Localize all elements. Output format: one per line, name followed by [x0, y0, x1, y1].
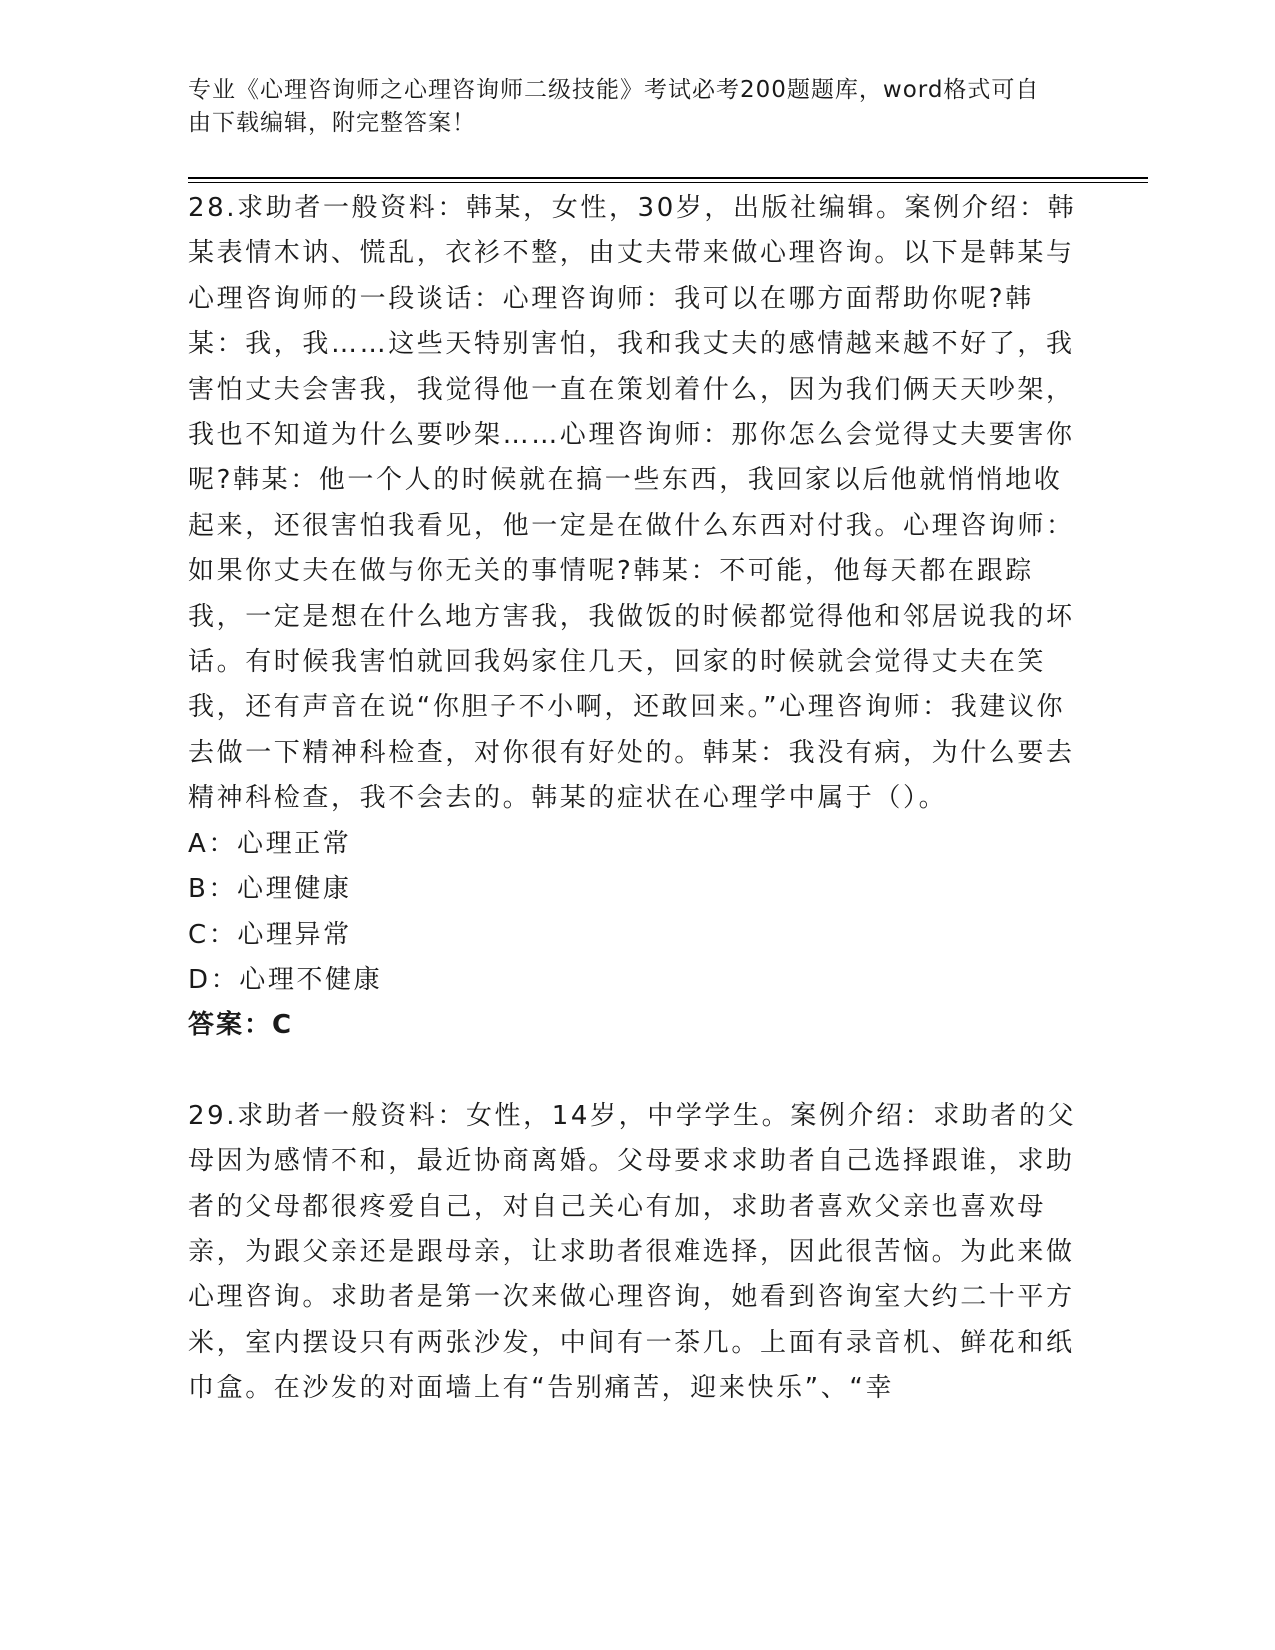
question-text: 28.求助者一般资料：韩某，女性，30岁，出版社编辑。案例介绍：韩某表情木讷、慌乱，衣衫不整，由丈夫带来做心理咨询。以下是韩某与心理咨询师的一段谈话：心理咨询师：我可以在哪方面帮助你呢?韩某：我，我……这些天特别害怕，我和我丈夫的感情越来越不好了，我害怕丈夫会害我，我觉得他一直在策划着什么，因为我们俩天天吵架，我也不知道为什么要吵架……心理咨询师：那你怎么会觉得丈夫要害你呢?韩某：他一个人的时候就在搞一些东西，我回家以后他就悄悄地收起来，还很害怕我看见，他一定是在做什么东西对付我。心理咨询师：如果你丈夫在做与你无关的事情呢?韩某：不可能，他每天都在跟踪我，一定是想在什么地方害我，我做饭的时候都觉得他和邻居说我的坏话。有时候我害怕就回我妈家住几天，回家的时候就会觉得丈夫在笑我，还有声音在说“你胆子不小啊，还敢回来。”心理咨询师：我建议你去做一下精神科检查，对你很有好处的。韩某：我没有病，为什么要去精神科检查，我不会去的。韩某的症状在心理学中属于（）。 — [188, 193, 1077, 814]
question-list — [188, 186, 1088, 1412]
question-29 — [188, 1094, 1088, 1412]
question-spacer — [188, 1049, 1088, 1094]
question-text: 29.求助者一般资料：女性，14岁，中学学生。案例介绍：求助者的父母因为感情不和，最近协商离婚。父母要求求助者自己选择跟谁，求助者的父母都很疼爱自己，对自己关心有加，求助者喜欢父亲也喜欢母亲，为跟父亲还是跟母亲，让求助者很难选择，因此很苦恼。为此来做心理咨询。求助者是第一次来做心理咨询，她看到咨询室大约二十平方米，室内摆设只有两张沙发，中间有一茶几。上面有录音机、鲜花和纸巾盒。在沙发的对面墙上有“告别痛苦，迎来快乐”、“幸 — [188, 1100, 1077, 1404]
option-d: D：心理不健康 — [188, 964, 383, 995]
option-c: C：心理异常 — [188, 919, 352, 950]
answer-line: 答案：C — [188, 1010, 294, 1041]
question-28 — [188, 186, 1088, 1049]
document-header — [188, 74, 1068, 140]
header-line-1: 专业《心理咨询师之心理咨询师二级技能》考试必考200题题库，word格式可自 — [188, 77, 1040, 103]
header-divider-thin — [188, 182, 1148, 183]
option-a: A：心理正常 — [188, 828, 352, 859]
option-b: B：心理健康 — [188, 874, 352, 905]
header-divider-thick — [188, 177, 1148, 179]
header-line-2: 由下载编辑，附完整答案！ — [188, 110, 476, 136]
